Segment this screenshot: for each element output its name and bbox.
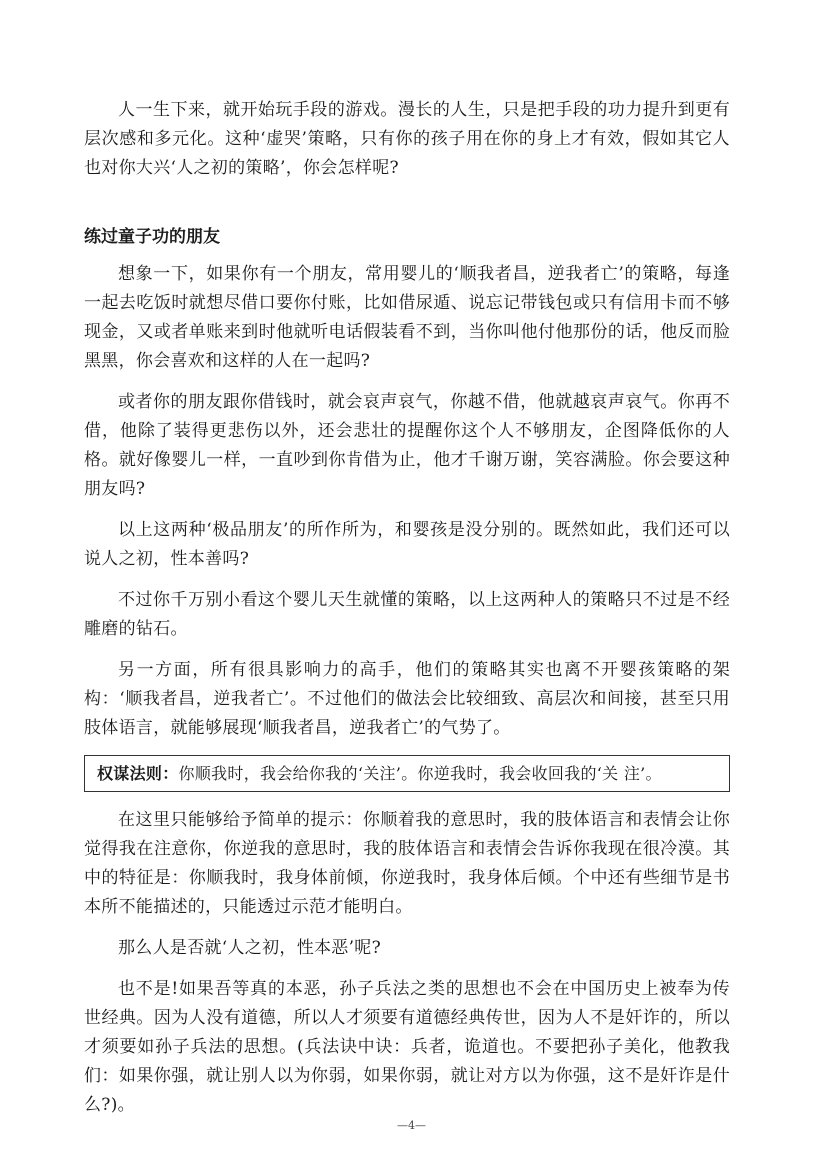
- body-paragraph: 那么人是否就‘人之初，性本恶’呢?: [118, 938, 382, 958]
- body-paragraph: 以上这两种‘极品朋友’的所作所为，和婴孩是没分别的。既然如此，我们还可以说人之初，性本善吗?: [84, 520, 730, 569]
- rule-label: 权谋法则：: [97, 764, 179, 783]
- document-page: [84, 96, 730, 1132]
- strategy-rule-box: [84, 755, 730, 792]
- body-paragraph: 也不是!如果吾等真的本恶，孙子兵法之类的思想也不会在中国历史上被奉为传世经典。因为人没有道德，所以人才须要有道德经典传世，因为人不是奸诈的，所以才须要如孙子兵法的思想。(兵法诀中诀：兵者，诡道也。不要把孙子美化，他教我们：如果你强，就让别人以为你弱，如果你弱，就让对方以为你强，这不是奸诈是什么?)。: [84, 979, 730, 1115]
- intro-paragraph: 人一生下来，就开始玩手段的游戏。漫长的人生，只是把手段的功力提升到更有层次感和多元化。这种‘虚哭’策略，只有你的孩子用在你的身上才有效，假如其它人也对你大兴‘人之初的策略’，你会怎样呢?: [84, 100, 730, 178]
- rule-text: 你顺我时，我会给你我的‘关注’。你逆我时，我会收回我的‘关 注’。: [178, 764, 662, 783]
- section-heading: 练过童子功的朋友: [84, 227, 220, 247]
- section-spacer: [84, 195, 730, 223]
- body-paragraph: 不过你千万别小看这个婴儿天生就懂的策略，以上这两种人的策略只不过是不经雕磨的钻石。: [84, 590, 730, 639]
- page-number: —4—: [397, 1119, 426, 1132]
- body-paragraph: 另一方面，所有很具影响力的高手，他们的策略其实也离不开婴孩策略的架构：‘顺我者昌，逆我者亡’。不过他们的做法会比较细致、高层次和间接，甚至只用肢体语言，就能够展现‘顺我者昌，逆我者亡’的气势了。: [84, 660, 730, 738]
- body-paragraph: 想象一下，如果你有一个朋友，常用婴儿的‘顺我者昌，逆我者亡’的策略，每逢一起去吃饭时就想尽借口要你付账，比如借尿遁、说忘记带钱包或只有信用卡而不够现金，又或者单账来到时他就听电话假装看不到，当你叫他付他那份的话，他反而脸黑黑，你会喜欢和这样的人在一起吗?: [84, 264, 730, 371]
- body-paragraph: 或者你的朋友跟你借钱时，就会哀声哀气，你越不借，他就越哀声哀气。你再不借，他除了装得更悲伤以外，还会悲壮的提醒你这个人不够朋友，企图降低你的人格。就好像婴儿一样，一直吵到你肯借为止，他才千谢万谢，笑容满脸。你会要这种朋友吗?: [84, 392, 730, 499]
- body-paragraph: 在这里只能够给予简单的提示：你顺着我的意思时，我的肢体语言和表情会让你觉得我在注意你，你逆我的意思时，我的肢体语言和表情会告诉你我现在很冷漠。其中的特征是：你顺我时，我身体前倾，你逆我时，我身体后倾。个中还有些细节是书本所不能描述的，只能透过示范才能明白。: [84, 810, 730, 917]
